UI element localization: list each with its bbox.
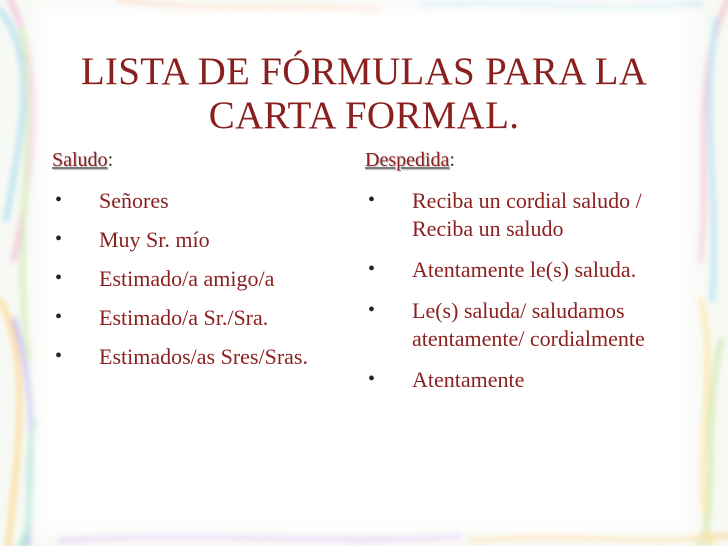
list-item-text: Le(s) saluda/ saludamos atentamente/ cordialmente <box>412 298 645 351</box>
list-item-text: Muy Sr. mío <box>99 227 210 252</box>
saludo-heading-text: Saludo <box>52 149 108 171</box>
list-item <box>52 343 357 371</box>
despedida-heading <box>365 146 675 176</box>
list-item <box>52 187 357 215</box>
list-item <box>52 226 357 254</box>
list-item <box>52 265 357 293</box>
list-item-text: Estimado/a amigo/a <box>99 266 275 291</box>
list-item <box>365 366 675 394</box>
bullet-icon: • <box>368 189 376 211</box>
list-item-text: Reciba un cordial saludo / Reciba un saludo <box>412 188 642 241</box>
saludo-heading-colon: : <box>107 149 114 171</box>
bullet-icon: • <box>368 299 376 321</box>
despedida-list <box>365 187 675 394</box>
bullet-icon: • <box>368 258 376 280</box>
bullet-icon: • <box>55 267 63 289</box>
bullet-icon: • <box>55 345 63 367</box>
list-item <box>365 187 675 243</box>
bullet-icon: • <box>55 189 63 211</box>
despedida-heading-text: Despedida <box>365 149 450 171</box>
saludo-list <box>52 187 357 371</box>
list-item-text: Estimados/as Sres/Sras. <box>99 344 308 369</box>
list-item <box>52 304 357 332</box>
saludo-heading <box>52 146 357 176</box>
despedida-heading-colon: : <box>449 149 455 171</box>
bullet-icon: • <box>368 368 376 390</box>
bullet-icon: • <box>55 228 63 250</box>
page-title: LISTA DE FÓRMULAS PARA LA CARTA FORMAL. <box>80 50 648 137</box>
saludo-column <box>52 146 357 371</box>
bullet-icon: • <box>55 306 63 328</box>
list-item <box>365 297 675 353</box>
list-item-text: Señores <box>99 188 169 213</box>
list-item <box>365 256 675 284</box>
list-item-text: Estimado/a Sr./Sra. <box>99 305 269 330</box>
despedida-column <box>365 146 675 394</box>
list-item-text: Atentamente <box>412 367 525 392</box>
list-item-text: Atentamente le(s) saluda. <box>412 257 637 282</box>
